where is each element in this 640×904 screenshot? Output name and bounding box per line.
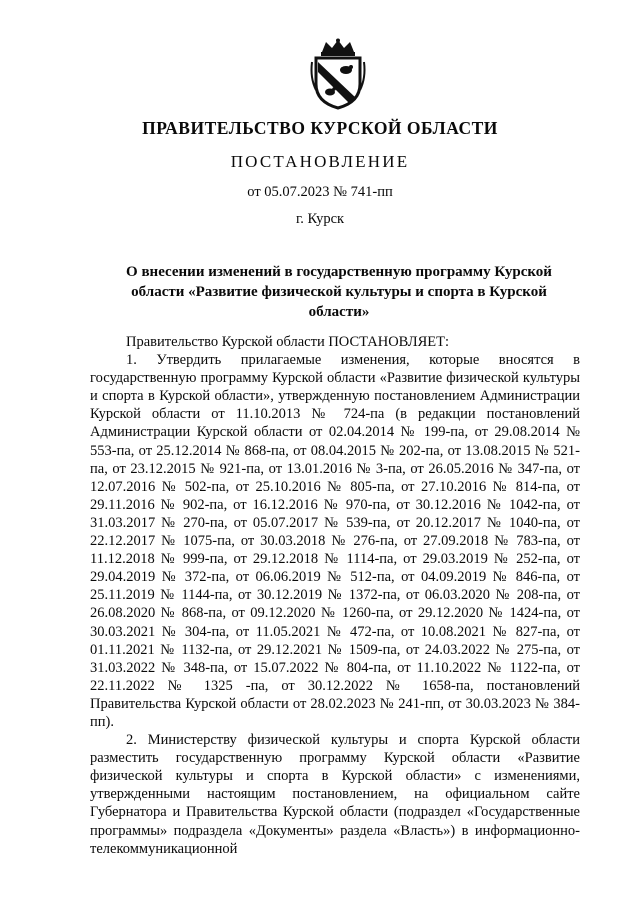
document-date-number: от 05.07.2023 № 741-пп <box>247 184 393 200</box>
document-subject <box>104 262 574 322</box>
body-item-2: 2. Министерству физической культуры и спорта Курской области разместить государственную программу Курской области «Развитие физической культуры и спорта в Курской области» с изменениями, утвержденными настоящим постановлением, на официальном сайте Губернатора и Правительства Курской области (подраздел «Государственные программы» подраздела «Документы» раздела «Власть») в информационно-телекоммуникационной <box>90 732 580 857</box>
kursk-coat-of-arms-icon <box>308 38 368 110</box>
body-intro: Правительство Курской области ПОСТАНОВЛЯЕТ: <box>126 334 450 350</box>
document-city: г. Курск <box>295 211 345 227</box>
document-body <box>90 333 580 858</box>
document-type: ПОСТАНОВЛЕНИЕ <box>230 152 410 171</box>
subject-line-1: О внесении изменений в государственную программу Курской <box>126 264 552 280</box>
subject-line-2: области «Развитие физической культуры и спорта в Курской области» <box>131 284 547 320</box>
government-title: ПРАВИТЕЛЬСТВО КУРСКОЙ ОБЛАСТИ <box>142 118 498 138</box>
body-item-1: 1. Утвердить прилагаемые изменения, которые вносятся в государственную программу Курской области «Развитие физической культуры и спорта в Курской области», утвержденную постановлением Администрации Курской области от 11.10.2013 № 724-па (в редакции постановлений Администрации Курской области от 02.04.2014 № 199-па, от 29.08.2014 № 553-па, от 25.12.2014 № 868-па, от 08.04.2015 № 202-па, от 13.08.2015 № 521-па, от 23.12.2015 № 921-па, от 13.01.2016 № 3-па, от 26.05.2016 № 347-па, от 12.07.2016 № 502-па, от 25.10.2016 № 805-па, от 27.10.2016 № 814-па, от 29.11.2016 № 902-па, от 16.12.2016 № 970-па, от 30.12.2016 № 1042-па, от 31.03.2017 № 270-па, от 05.07.2017 № 539-па, от 20.12.2017 № 1040-па, от 22.12.2017 № 1075-па, от 30.03.2018 № 276-па, от 27.09.2018 № 783-па, от 11.12.2018 № 999-па, от 29.12.2018 № 1114-па, от 29.03.2019 № 252-па, от 29.04.2019 № 372-па, от 06.06.2019 № 512-па, от 04.09.2019 № 846-па, от 25.11.2019 № 1144-па, от 30.12.2019 № 1372-па, от 06.03.2020 № 208-па, от 26.08.2020 № 868-па, от 09.12.2020 № 1260-па, от 29.12.2020 № 1424-па, от 30.03.2021 № 304-па, от 11.05.2021 № 472-па, от 10.08.2021 № 827-па, от 01.11.2021 № 1132-па, от 29.12.2021 № 1509-па, от 24.03.2022 № 275-па, от 31.03.2022 № 348-па, от 15.07.2022 № 804-па, от 11.10.2022 № 1122-па, от 22.11.2022 № 1325 -па, от 30.12.2022 № 1658-па, постановлений Правительства Курской области от 28.02.2023 № 241-пп, от 30.03.2023 № 384-пп). <box>90 352 580 730</box>
